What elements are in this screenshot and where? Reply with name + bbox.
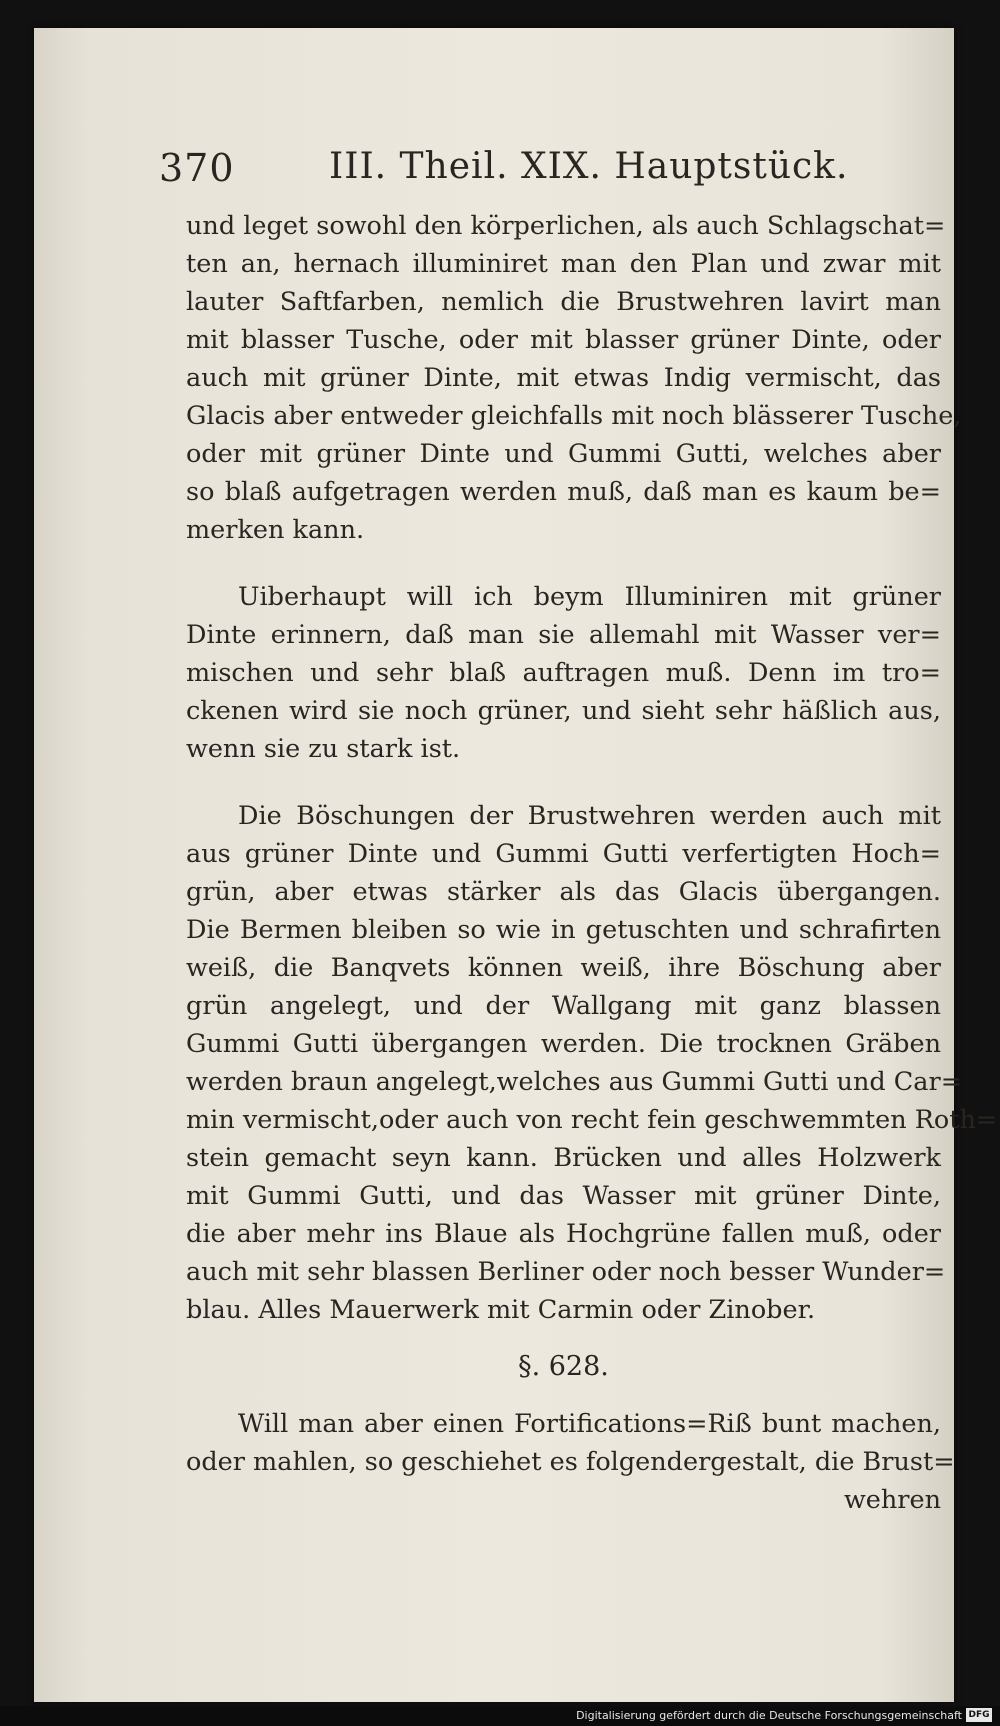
paragraph-2 — [186, 578, 941, 768]
text-line: blau. Alles Mauerwerk mit Carmin oder Zinober. — [186, 1295, 816, 1325]
text-line: weiß, die Banqvets können weiß, ihre Böschung aber — [186, 953, 941, 983]
text-line: so blaß aufgetragen werden muß, daß man es kaum be= — [186, 477, 941, 507]
text-line: mischen und sehr blaß auftragen muß. Denn im tro= — [186, 658, 941, 688]
text-line: und leget sowohl den körperlichen, als auch Schlagschat= — [186, 211, 946, 241]
running-head: III. Theil. XIX. Hauptstück. — [329, 146, 849, 187]
digitization-credit: Digitalisierung gefördert durch die Deutsche Forschungsgemeinschaft — [576, 1709, 962, 1722]
paragraph-4 — [186, 1405, 955, 1519]
catchword: wehren — [843, 1485, 941, 1515]
text-line: ten an, hernach illuminiret man den Plan und zwar mit — [186, 249, 941, 279]
text-line: mit Gummi Gutti, und das Wasser mit grüner Dinte, — [186, 1181, 941, 1211]
text-line: auch mit grüner Dinte, mit etwas Indig vermischt, das — [186, 363, 941, 393]
text-line: oder mit grüner Dinte und Gummi Gutti, welches aber — [186, 439, 941, 469]
text-line: lauter Saftfarben, nemlich die Brustwehren lavirt man — [186, 287, 941, 317]
text-line: merken kann. — [186, 515, 365, 545]
text-line: Dinte erinnern, daß man sie allemahl mit Wasser ver= — [186, 620, 941, 650]
text-line: min vermischt,oder auch von recht fein geschwemmten Roth= — [186, 1105, 998, 1135]
dfg-logo: DFG — [966, 1708, 992, 1722]
section-number: §. 628. — [518, 1351, 609, 1382]
text-line: werden braun angelegt,welches aus Gummi Gutti und Car= — [186, 1067, 963, 1097]
text-line: Uiberhaupt will ich beym Illuminiren mit grüner — [238, 582, 941, 612]
text-line: oder mahlen, so geschiehet es folgendergestalt, die Brust= — [186, 1447, 955, 1477]
text-line: grün angelegt, und der Wallgang mit ganz blassen — [186, 991, 941, 1021]
text-line: Will man aber einen Fortifications=Riß bunt machen, — [238, 1409, 941, 1439]
paragraph-gap — [186, 549, 941, 578]
page-header — [159, 146, 849, 206]
text-line: Glacis aber entweder gleichfalls mit noch blässerer Tusche, — [186, 401, 962, 431]
text-line: die aber mehr ins Blaue als Hochgrüne fallen muß, oder — [186, 1219, 941, 1249]
text-line: auch mit sehr blassen Berliner oder noch besser Wunder= — [186, 1257, 946, 1287]
text-line: stein gemacht seyn kann. Brücken und alles Holzwerk — [186, 1143, 941, 1173]
text-block — [186, 207, 998, 1519]
text-line: wenn sie zu stark ist. — [186, 734, 461, 764]
text-line: ckenen wird sie noch grüner, und sieht sehr häßlich aus, — [186, 696, 941, 726]
text-line: Die Bermen bleiben so wie in getuschten und schrafirten — [186, 915, 941, 945]
paragraph-3 — [186, 797, 998, 1329]
paragraph-1 — [186, 207, 962, 549]
text-line: Die Böschungen der Brustwehren werden auch mit — [238, 801, 941, 831]
text-line: mit blasser Tusche, oder mit blasser grüner Dinte, oder — [186, 325, 941, 355]
paragraph-gap — [186, 768, 941, 797]
text-line: Gummi Gutti übergangen werden. Die trocknen Gräben — [186, 1029, 941, 1059]
page-number: 370 — [159, 146, 235, 190]
text-line: aus grüner Dinte und Gummi Gutti verfertigten Hoch= — [186, 839, 941, 869]
text-line: grün, aber etwas stärker als das Glacis übergangen. — [186, 877, 941, 907]
